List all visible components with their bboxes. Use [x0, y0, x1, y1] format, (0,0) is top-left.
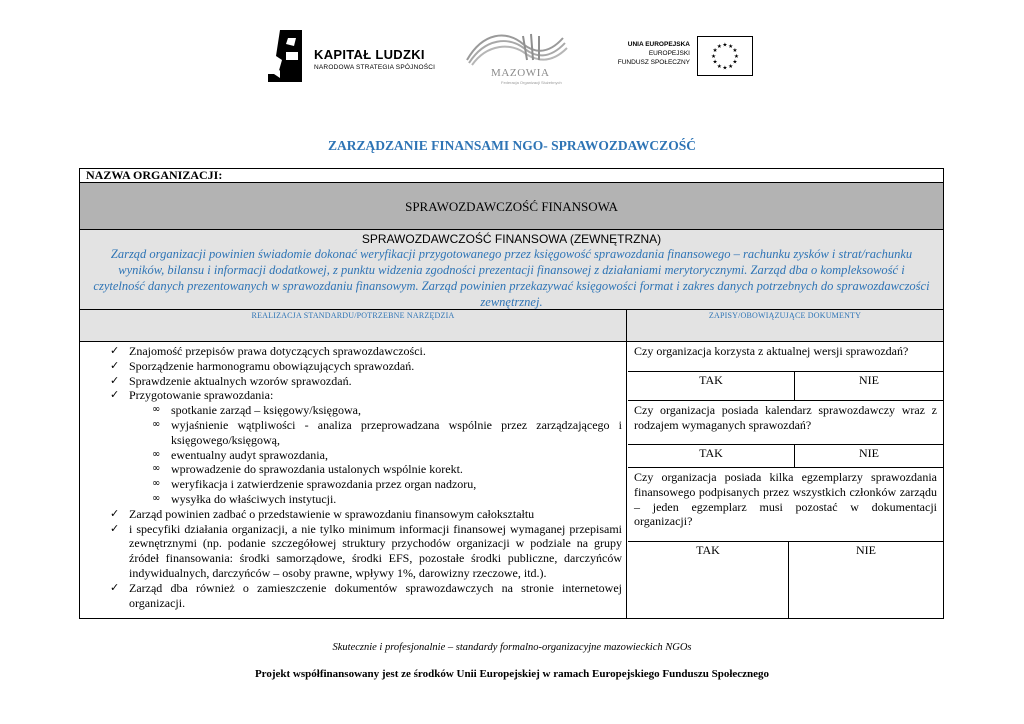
svg-text:★: ★: [732, 48, 738, 55]
list-item: [80, 507, 626, 522]
section-title: SPRAWOZDAWCZOŚĆ FINANSOWA: [80, 183, 943, 230]
infinity-bullet-icon: ∞: [152, 478, 161, 490]
eu-flag-icon: [697, 36, 753, 76]
sub-list-item: [80, 477, 626, 492]
list-item: [80, 388, 626, 403]
mazowia-wave-icon: [463, 30, 573, 68]
kapital-ludzki-title: KAPITAŁ LUDZKI: [314, 47, 425, 62]
eu-logo-text: [618, 40, 690, 67]
sub-list-item-text: spotkanie zarząd – księgowy/księgowa,: [171, 403, 361, 418]
checkmark-icon: ✓: [110, 358, 120, 372]
sub-list-item: [80, 492, 626, 507]
infinity-bullet-icon: ∞: [152, 463, 161, 475]
standard-title: SPRAWOZDAWCZOŚĆ FINANSOWA (ZEWNĘTRZNA): [361, 232, 662, 246]
checkmark-icon: ✓: [110, 373, 120, 387]
list-item: [80, 581, 626, 611]
mazowia-subtitle: Federacja Organizacji Służebnych: [501, 80, 562, 85]
list-item-text: Sprawdzenie aktualnych wzorów sprawozdań.: [129, 373, 352, 388]
svg-text:★: ★: [712, 59, 718, 66]
question-row: Czy organizacja posiada kilka egzemplarzy sprawozdania finansowego podpisanych przez wszystkich członków zarządu – jeden egzemplarz musi pozostać w dokumentacji organizacji?: [628, 468, 943, 542]
sub-list-item-text: ewentualny audyt sprawozdania,: [171, 447, 328, 462]
header-logos: [268, 28, 758, 86]
svg-text:★: ★: [722, 65, 728, 72]
sub-list-item: [80, 462, 626, 477]
list-item: [80, 344, 626, 359]
question-row: Czy organizacja korzysta z aktualnej wersji sprawozdań?: [628, 342, 943, 372]
eu-logo: [613, 36, 758, 76]
svg-text:★: ★: [722, 42, 728, 49]
column-header-documents: ZAPISY/OBOWIĄZUJĄCE DOKUMENTY: [708, 311, 862, 320]
footer-tagline: Skutecznie i profesjonalnie – standardy formalno-organizacyjne mazowieckich NGOs: [332, 642, 692, 653]
list-item-text: Zarząd dba również o zamieszczenie dokumentów sprawozdawczych na stronie internetowej organizacji.: [129, 580, 622, 610]
checkmark-icon: ✓: [110, 388, 120, 402]
svg-text:★: ★: [711, 53, 717, 60]
svg-text:★: ★: [716, 63, 722, 70]
checkmark-icon: ✓: [110, 344, 120, 357]
svg-text:★: ★: [732, 59, 738, 66]
checkmark-icon: ✓: [110, 506, 120, 520]
answer-yes: TAK: [699, 446, 723, 460]
mazowia-title: MAZOWIA: [491, 67, 550, 79]
sub-list-item: [80, 448, 626, 463]
column-header-tools: REALIZACJA STANDARDU/POTRZEBNE NARZĘDZIA: [80, 310, 627, 341]
list-item: [80, 522, 626, 581]
checkmark-icon: ✓: [110, 580, 120, 594]
mazowia-logo: [463, 30, 573, 84]
columns-header-row: [80, 310, 943, 342]
answer-row: [628, 542, 943, 618]
sub-list-item-text: weryfikacja i zatwierdzenie sprawozdania przez organ nadzoru,: [171, 477, 477, 492]
list-item-text: Przygotowanie sprawozdania:: [129, 388, 274, 403]
answer-row: [628, 372, 943, 401]
sub-list-item-text: wyjaśnienie wątpliwości - analiza przeprowadzana wspólnie przez zarządzającego i księgowego/księgową,: [171, 417, 622, 447]
infinity-bullet-icon: ∞: [152, 418, 161, 430]
sub-list-item-text: wysyłka do właściwych instytucji.: [171, 491, 337, 506]
svg-text:★: ★: [733, 53, 739, 60]
list-item-text: Zarząd powinien zadbać o przedstawienie w sprawozdaniu finansowym całokształtu: [129, 506, 535, 521]
eu-line3: FUNDUSZ SPOŁECZNY: [617, 59, 690, 66]
kapital-ludzki-mark-icon: [268, 30, 302, 82]
answer-no: NIE: [859, 373, 879, 387]
answer-yes: TAK: [699, 373, 723, 387]
svg-text:★: ★: [728, 63, 734, 70]
svg-text:★: ★: [728, 43, 734, 50]
question-row: Czy organizacja posiada kalendarz sprawozdawczy wraz z rodzajem wymaganych sprawozdań?: [628, 401, 943, 445]
list-item-text: Sporządzenie harmonogramu obowiązujących sprawozdań.: [129, 358, 415, 373]
infinity-bullet-icon: ∞: [152, 404, 161, 416]
standard-text: Zarząd organizacji powinien świadomie dokonać weryfikacji przygotowanego przez księgowość sprawozdania finansowego – rachunku zysków i strat/rachunku wyników, bilansu i informacji dodatkowej, z punktu widzenia zgodności prezentacji finansowej z działaniami merytorycznymi. Zarząd dba o kompleksowość i czytelność danych prezentowanych w sprawozdaniu finansowym. Zarząd powinien przekazywać księgowości format i zakres danych potrzebnych do sprawozdawczości zewnętrznej.: [93, 247, 930, 309]
sub-list-item-text: wprowadzenie do sprawozdania ustalonych wspólnie korekt.: [171, 462, 463, 477]
answer-yes: TAK: [696, 543, 720, 557]
infinity-bullet-icon: ∞: [152, 448, 161, 460]
kapital-ludzki-subtitle: NARODOWA STRATEGIA SPÓJNOŚCI: [314, 64, 436, 71]
list-item-text: i specyfiki działania organizacji, a nie tylko minimum informacji finansowej wymaganej przepisami zewnętrznymi (np. podanie szczegółowej struktury przychodów organizacji w podziale na grupy źródeł finansowania: środki samorządowe, środki EFS, pozostałe środki publiczne, darczyńców indywidualnych, darczyńców – osoby prawne, wpływy 1%, darowizny rzeczowe, itd.).: [129, 521, 622, 580]
infinity-bullet-icon: ∞: [152, 492, 161, 504]
answer-no: NIE: [856, 543, 876, 557]
list-item: [80, 374, 626, 389]
svg-text:★: ★: [716, 43, 722, 50]
document-title: ZARZĄDZANIE FINANSAMI NGO- SPRAWOZDAWCZOŚĆ: [328, 138, 696, 153]
checkmark-icon: ✓: [110, 521, 120, 535]
sub-list-item: [80, 418, 626, 448]
list-item-text: Znajomość przepisów prawa dotyczących sprawozdawczości.: [129, 344, 426, 358]
standard-description: [80, 230, 943, 310]
sub-list-item: [80, 403, 626, 418]
documents-column: [628, 342, 943, 618]
standard-table: [79, 168, 944, 619]
kapital-ludzki-logo: [268, 30, 438, 82]
organization-name-row: NAZWA ORGANIZACJI:: [80, 169, 943, 183]
eu-line1: UNIA EUROPEJSKA: [627, 41, 690, 48]
footer-funding-note: Projekt współfinansowany jest ze środków Unii Europejskiej w ramach Europejskiego Funduszu Społecznego: [254, 668, 770, 680]
answer-row: [628, 445, 943, 468]
answer-no: NIE: [859, 446, 879, 460]
svg-text:★: ★: [712, 48, 718, 55]
tools-column: [80, 342, 627, 618]
list-item: [80, 359, 626, 374]
eu-line2: EUROPEJSKI: [648, 50, 690, 57]
